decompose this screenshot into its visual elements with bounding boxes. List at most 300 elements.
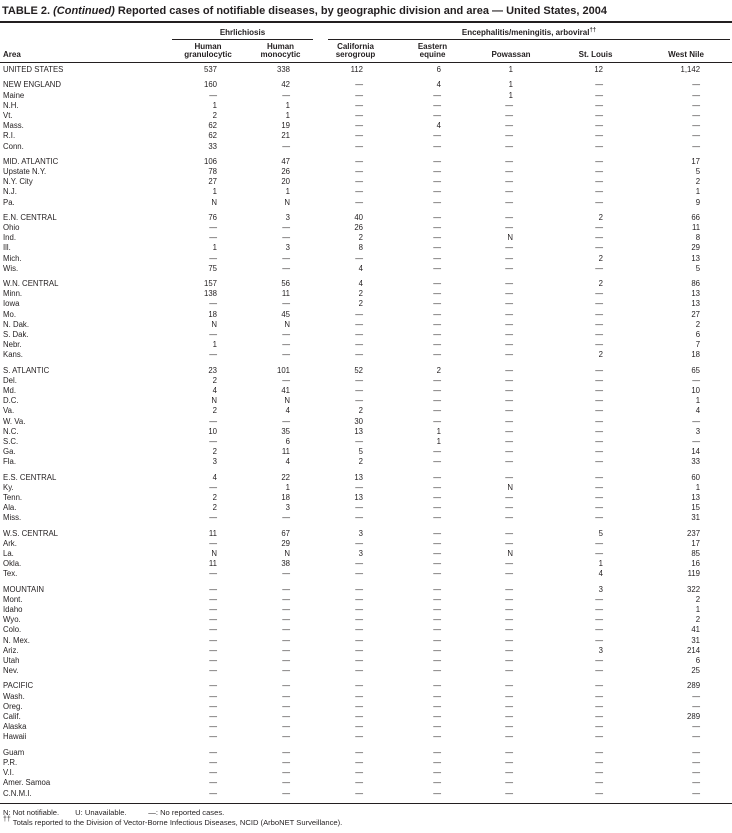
value-cell: — — [209, 681, 217, 691]
value-cell: — — [505, 299, 514, 309]
value-cell: 1 — [285, 187, 291, 197]
value-cell: — — [505, 757, 514, 767]
value-cell: — — [505, 645, 514, 655]
table-row — [0, 539, 732, 549]
value-cell: — — [595, 222, 604, 232]
value-cell: 5 — [358, 447, 364, 457]
dagger-text: Totals reported to the Division of Vector-Borne Infectious Diseases, NCID (ArboNET Surveillance). — [12, 817, 343, 827]
value-cell: 2 — [358, 233, 364, 243]
value-cell: — — [433, 625, 442, 635]
value-cell: 78 — [208, 166, 217, 176]
value-cell: — — [505, 437, 514, 446]
value-cell: — — [209, 656, 217, 666]
value-cell: — — [433, 253, 442, 263]
area-label: Wash. — [3, 691, 25, 701]
value-cell: 66 — [691, 212, 701, 222]
value-cell: — — [355, 437, 364, 446]
value-cell: 2 — [358, 457, 364, 467]
value-cell: — — [282, 712, 291, 722]
area-label: Ky. — [3, 482, 14, 492]
value-cell: — — [433, 329, 442, 339]
value-cell: 8 — [695, 233, 701, 243]
value-cell: 2 — [358, 289, 364, 299]
table-row — [0, 758, 732, 768]
value-cell: — — [355, 569, 364, 579]
value-cell: — — [505, 528, 514, 538]
value-cell: 18 — [281, 493, 291, 503]
value-cell: — — [209, 513, 217, 523]
area-label: Ark. — [3, 538, 17, 548]
value-cell: — — [692, 375, 701, 385]
value-cell: — — [433, 559, 442, 569]
value-cell: — — [433, 416, 442, 426]
value-cell: 25 — [691, 666, 701, 676]
value-cell: — — [209, 416, 217, 426]
value-cell: — — [505, 615, 514, 625]
area-label: Del. — [3, 375, 17, 385]
value-cell: — — [433, 538, 442, 548]
value-cell: — — [209, 538, 217, 548]
value-cell: — — [282, 722, 291, 732]
value-cell: — — [355, 253, 364, 263]
value-cell: 13 — [691, 253, 701, 263]
value-cell: — — [505, 319, 514, 329]
value-cell: 1 — [508, 80, 514, 90]
value-cell: — — [595, 406, 604, 416]
area-label: D.C. — [3, 396, 19, 406]
value-cell: — — [595, 416, 604, 426]
value-cell: — — [692, 121, 701, 131]
value-cell: — — [595, 482, 604, 492]
value-cell: — — [282, 615, 291, 625]
value-cell: — — [692, 757, 701, 767]
value-cell: — — [209, 788, 217, 798]
value-cell: — — [505, 656, 514, 666]
value-cell: — — [355, 788, 364, 798]
table-row — [0, 101, 732, 111]
value-cell: — — [505, 329, 514, 339]
value-cell: 13 — [691, 493, 701, 503]
area-label: S. ATLANTIC — [3, 365, 50, 375]
value-cell: — — [282, 625, 291, 635]
value-cell: — — [433, 166, 442, 176]
value-cell: — — [505, 340, 514, 350]
value-cell: — — [209, 712, 217, 722]
value-cell: — — [595, 299, 604, 309]
value-cell: — — [209, 747, 217, 757]
table-row — [0, 274, 732, 289]
area-label: MID. ATLANTIC — [3, 156, 59, 166]
area-label: Conn. — [3, 141, 24, 151]
value-cell: — — [505, 197, 514, 207]
value-cell: — — [433, 615, 442, 625]
value-cell: — — [355, 503, 364, 513]
value-cell: — — [433, 212, 442, 222]
value-cell: — — [505, 222, 514, 232]
value-cell: 4 — [695, 406, 701, 416]
value-cell: — — [433, 396, 442, 406]
table-row — [0, 483, 732, 493]
value-cell: — — [282, 645, 291, 655]
value-cell: — — [595, 141, 604, 151]
value-cell: 112 — [350, 65, 364, 75]
value-cell: — — [505, 166, 514, 176]
value-cell: — — [505, 635, 514, 645]
value-cell: — — [505, 289, 514, 299]
value-cell: 31 — [691, 513, 701, 523]
value-cell: — — [505, 263, 514, 273]
value-cell: — — [355, 166, 364, 176]
value-cell: — — [595, 712, 604, 722]
value-cell: 18 — [208, 309, 217, 319]
area-label: MOUNTAIN — [3, 584, 45, 594]
table-row — [0, 712, 732, 722]
table-row — [0, 789, 732, 804]
table-row — [0, 605, 732, 615]
group-label-encephalitis: Encephalitis/meningitis, arboviral — [461, 28, 590, 37]
table-row — [0, 361, 732, 376]
value-cell: 1 — [285, 110, 291, 120]
value-cell: — — [433, 222, 442, 232]
value-cell: — — [595, 329, 604, 339]
area-label: Ga. — [3, 447, 16, 457]
area-label: Alaska — [3, 722, 27, 732]
value-cell: — — [505, 788, 514, 798]
value-cell: — — [505, 100, 514, 110]
value-cell: — — [433, 747, 442, 757]
value-cell: 2 — [212, 447, 217, 457]
value-cell: — — [595, 365, 604, 375]
value-cell: 4 — [436, 80, 442, 90]
value-cell: 1 — [695, 605, 701, 615]
area-label: Nev. — [3, 666, 19, 676]
value-cell: — — [209, 635, 217, 645]
area-label: Tenn. — [3, 493, 23, 503]
table-row — [0, 722, 732, 732]
value-cell: 3 — [358, 528, 364, 538]
table-row — [0, 437, 732, 447]
value-cell: — — [433, 503, 442, 513]
value-cell: — — [282, 375, 291, 385]
value-cell: 2 — [598, 278, 604, 288]
value-cell: — — [433, 549, 442, 559]
area-label: W.S. CENTRAL — [3, 528, 59, 538]
value-cell: — — [692, 691, 701, 701]
table-row — [0, 299, 732, 309]
value-cell: — — [355, 722, 364, 732]
value-cell: — — [505, 594, 514, 604]
table-row — [0, 289, 732, 299]
value-cell: — — [209, 732, 217, 742]
value-cell: — — [355, 197, 364, 207]
value-cell: — — [595, 747, 604, 757]
value-cell: 537 — [203, 65, 217, 75]
value-cell: 1 — [695, 187, 701, 197]
value-cell: — — [282, 701, 291, 711]
table-row — [0, 310, 732, 320]
value-cell: — — [355, 666, 364, 676]
value-cell: — — [355, 309, 364, 319]
area-label: Idaho — [3, 605, 23, 615]
table-row — [0, 376, 732, 386]
value-cell: 106 — [203, 156, 217, 166]
value-cell: 2 — [436, 365, 442, 375]
value-cell: — — [282, 656, 291, 666]
value-cell: — — [595, 493, 604, 503]
value-cell: 2 — [212, 503, 217, 513]
value-cell: — — [209, 90, 217, 100]
value-cell: — — [433, 701, 442, 711]
value-cell: — — [209, 701, 217, 711]
value-cell: — — [692, 437, 701, 446]
value-cell: — — [595, 80, 604, 90]
table-row — [0, 208, 732, 223]
col-header-eastern-equine: Eastern equine — [394, 40, 471, 63]
value-cell: — — [505, 447, 514, 457]
area-label: Guam — [3, 747, 25, 757]
area-label: UNITED STATES — [3, 65, 64, 75]
value-cell: — — [433, 513, 442, 523]
table-row — [0, 732, 732, 742]
value-cell: — — [209, 605, 217, 615]
value-cell: — — [209, 569, 217, 579]
table-row — [0, 493, 732, 503]
value-cell: — — [433, 197, 442, 207]
value-cell: — — [433, 110, 442, 120]
value-cell: — — [355, 615, 364, 625]
value-cell: — — [433, 340, 442, 350]
value-cell: — — [692, 131, 701, 141]
value-cell: — — [209, 233, 217, 243]
value-cell: — — [505, 538, 514, 548]
value-cell: 3 — [285, 503, 291, 513]
value-cell: — — [595, 778, 604, 788]
value-cell: — — [505, 457, 514, 467]
value-cell: — — [505, 472, 514, 482]
value-cell: — — [433, 90, 442, 100]
value-cell: — — [433, 732, 442, 742]
value-cell: — — [433, 156, 442, 166]
value-cell: 3 — [598, 584, 604, 594]
area-label: C.N.M.I. — [3, 788, 32, 798]
value-cell: — — [209, 722, 217, 732]
footnote-legend — [3, 808, 730, 818]
value-cell: 4 — [285, 406, 291, 416]
value-cell: — — [505, 131, 514, 141]
value-cell: 2 — [598, 253, 604, 263]
value-cell: — — [505, 121, 514, 131]
footnote-unavailable: U: Unavailable. — [75, 807, 127, 817]
value-cell: — — [433, 722, 442, 732]
value-cell: 29 — [691, 243, 701, 253]
value-cell: — — [433, 289, 442, 299]
value-cell: — — [505, 625, 514, 635]
value-cell: — — [282, 263, 291, 273]
area-label: E.S. CENTRAL — [3, 472, 57, 482]
value-cell: — — [505, 778, 514, 788]
table-row — [0, 152, 732, 167]
value-cell: — — [505, 712, 514, 722]
value-cell: — — [595, 605, 604, 615]
table-row — [0, 350, 732, 360]
notifiable-diseases-table — [0, 24, 732, 804]
value-cell: — — [595, 90, 604, 100]
value-cell: — — [355, 513, 364, 523]
value-cell: — — [282, 299, 291, 309]
value-cell: — — [433, 187, 442, 197]
value-cell: N — [284, 197, 291, 207]
area-label: N.J. — [3, 187, 17, 197]
value-cell: N — [211, 197, 217, 207]
value-cell: — — [433, 712, 442, 722]
value-cell: 2 — [598, 350, 604, 360]
value-cell: — — [595, 375, 604, 385]
value-cell: 35 — [281, 426, 291, 436]
table-row — [0, 625, 732, 635]
value-cell: — — [595, 121, 604, 131]
table-row — [0, 340, 732, 350]
value-cell: — — [282, 635, 291, 645]
group-header-encephalitis — [317, 24, 732, 40]
area-label: Va. — [3, 406, 15, 416]
value-cell: 11 — [208, 559, 217, 569]
value-cell: — — [433, 569, 442, 579]
value-cell: — — [595, 187, 604, 197]
table-row — [0, 656, 732, 666]
value-cell: 4 — [212, 472, 217, 482]
value-cell: — — [433, 385, 442, 395]
area-label: N.Y. City — [3, 177, 33, 187]
value-cell: — — [595, 289, 604, 299]
value-cell: — — [433, 299, 442, 309]
dagger-superscript: †† — [589, 27, 597, 34]
table-row — [0, 320, 732, 330]
value-cell: — — [595, 457, 604, 467]
table-row — [0, 187, 732, 197]
value-cell: — — [355, 141, 364, 151]
value-cell: — — [595, 396, 604, 406]
value-cell: — — [595, 100, 604, 110]
value-cell: 11 — [691, 222, 701, 232]
value-cell: — — [595, 263, 604, 273]
value-cell: — — [505, 350, 514, 360]
value-cell: — — [433, 681, 442, 691]
area-label: NEW ENGLAND — [3, 80, 62, 90]
value-cell: 1 — [212, 100, 217, 110]
value-cell: — — [595, 426, 604, 436]
value-cell: 47 — [281, 156, 291, 166]
value-cell: — — [355, 768, 364, 778]
value-cell: — — [355, 340, 364, 350]
value-cell: — — [595, 768, 604, 778]
value-cell: — — [282, 757, 291, 767]
value-cell: 12 — [594, 65, 604, 75]
area-label: W.N. CENTRAL — [3, 278, 59, 288]
value-cell: — — [692, 80, 701, 90]
area-label: Ala. — [3, 503, 17, 513]
value-cell: N — [507, 549, 514, 559]
value-cell: 22 — [281, 472, 291, 482]
value-cell: — — [355, 90, 364, 100]
value-cell: — — [433, 472, 442, 482]
col-header-california-serogroup: California serogroup — [317, 40, 394, 63]
value-cell: 1 — [212, 243, 217, 253]
value-cell: 40 — [354, 212, 364, 222]
value-cell: N — [211, 549, 217, 559]
value-cell: — — [209, 594, 217, 604]
table-row — [0, 447, 732, 457]
value-cell: — — [692, 100, 701, 110]
value-cell: — — [595, 309, 604, 319]
area-label: W. Va. — [3, 416, 26, 426]
value-cell: N — [284, 396, 291, 406]
value-cell: 13 — [691, 289, 701, 299]
value-cell: — — [355, 350, 364, 360]
value-cell: 10 — [691, 385, 701, 395]
value-cell: — — [595, 340, 604, 350]
area-label: Utah — [3, 656, 20, 666]
value-cell: 27 — [208, 177, 217, 187]
value-cell: — — [433, 528, 442, 538]
area-label: N.H. — [3, 100, 19, 110]
value-cell: — — [282, 340, 291, 350]
value-cell: — — [595, 243, 604, 253]
value-cell: 119 — [687, 569, 701, 579]
value-cell: — — [505, 187, 514, 197]
value-cell: — — [355, 681, 364, 691]
area-label: Mich. — [3, 253, 22, 263]
value-cell: 3 — [598, 645, 604, 655]
value-cell: 157 — [203, 278, 217, 288]
area-label: N. Dak. — [3, 319, 29, 329]
value-cell: — — [282, 788, 291, 798]
value-cell: 26 — [354, 222, 364, 232]
table-row — [0, 243, 732, 253]
value-cell: — — [692, 732, 701, 742]
area-label: Vt. — [3, 110, 13, 120]
value-cell: 62 — [208, 121, 217, 131]
table-number: TABLE 2. — [2, 5, 51, 17]
value-cell: — — [282, 605, 291, 615]
value-cell: — — [505, 396, 514, 406]
value-cell: — — [355, 482, 364, 492]
value-cell: — — [505, 503, 514, 513]
value-cell: — — [595, 757, 604, 767]
value-cell: — — [209, 625, 217, 635]
value-cell: 21 — [281, 131, 291, 141]
value-cell: — — [505, 416, 514, 426]
value-cell: 3 — [285, 243, 291, 253]
value-cell: 4 — [285, 457, 291, 467]
value-cell: — — [595, 691, 604, 701]
value-cell: 2 — [212, 406, 217, 416]
value-cell: 9 — [695, 197, 701, 207]
value-cell: 1 — [436, 437, 442, 446]
value-cell: — — [505, 722, 514, 732]
value-cell: N — [507, 233, 514, 243]
value-cell: — — [355, 385, 364, 395]
col-header-st-louis: St. Louis — [551, 40, 640, 63]
table-row — [0, 406, 732, 416]
value-cell: — — [692, 110, 701, 120]
area-label: Oreg. — [3, 701, 23, 711]
value-cell: 2 — [695, 177, 701, 187]
area-label: Wyo. — [3, 615, 21, 625]
area-label: PACIFIC — [3, 681, 34, 691]
value-cell: 1 — [436, 426, 442, 436]
value-cell: — — [355, 712, 364, 722]
value-cell: 5 — [695, 263, 701, 273]
